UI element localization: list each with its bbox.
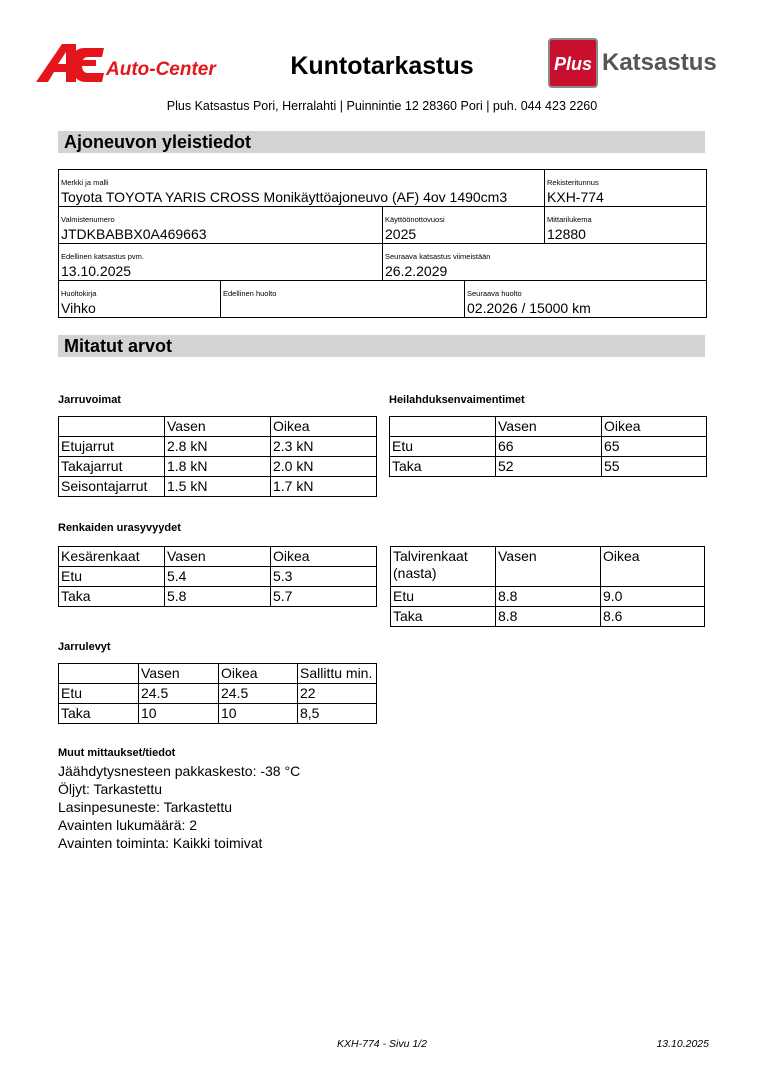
first-use-cell: Käyttöönottovuosi 2025 — [383, 207, 545, 244]
other-heading: Muut mittaukset/tiedot — [58, 747, 176, 759]
odometer-value: 12880 — [547, 226, 586, 242]
prev-service-cell: Edellinen huolto — [221, 281, 465, 318]
registration-value: KXH-774 — [547, 189, 604, 205]
brakes-table — [58, 416, 377, 497]
table-row: Etu 5.4 5.3 — [59, 567, 377, 587]
registration-cell: Rekisteritunnus KXH-774 — [545, 170, 707, 207]
section-measured-values: Mitatut arvot — [58, 335, 705, 357]
footer-date: 13.10.2025 — [656, 1038, 709, 1050]
table-row: Vasen Oikea Sallittu min. — [59, 664, 377, 684]
table-row: Etu 8.8 9.0 — [391, 587, 705, 607]
document-title: Kuntotarkastus — [290, 52, 474, 80]
service-book-cell: Huoltokirja Vihko — [59, 281, 221, 318]
table-row: Taka 10 10 8,5 — [59, 704, 377, 724]
table-row: Seisontajarrut 1.5 kN 1.7 kN — [59, 477, 377, 497]
table-row: Kesärenkaat Vasen Oikea — [59, 547, 377, 567]
contact-info: Plus Katsastus Pori, Herralahti | Puinnintie 12 28360 Pori | puh. 044 423 2260 — [166, 99, 598, 113]
make-model-value: Toyota TOYOTA YARIS CROSS Monikäyttöajoneuvo (AF) 4ov 1490cm3 — [61, 189, 508, 205]
vin-value: JTDKBABBX0A469663 — [61, 226, 207, 242]
brakes-heading: Jarruvoimat — [58, 394, 121, 406]
list-item: Lasinpesuneste: Tarkastettu — [58, 799, 233, 815]
table-row: Taka 5.8 5.7 — [59, 587, 377, 607]
list-item: Avainten lukumäärä: 2 — [58, 817, 198, 833]
vin-cell: Valmistenumero JTDKBABBX0A469663 — [59, 207, 383, 244]
make-model-cell: Merkki ja malli Toyota TOYOTA YARIS CROSS Monikäyttöajoneuvo (AF) 4ov 1490cm3 — [59, 170, 545, 207]
next-inspection-value: 26.2.2029 — [385, 263, 448, 279]
plus-katsastus-logo — [548, 38, 728, 88]
table-row: Vasen Oikea — [390, 417, 707, 437]
table-row: Etujarrut 2.8 kN 2.3 kN — [59, 437, 377, 457]
shocks-table — [389, 416, 707, 477]
list-item: Avainten toiminta: Kaikki toimivat — [58, 835, 263, 851]
first-use-value: 2025 — [385, 226, 417, 242]
prev-inspection-value: 13.10.2025 — [61, 263, 132, 279]
summer-tires-table — [58, 546, 377, 607]
odometer-cell: Mittarilukema 12880 — [545, 207, 707, 244]
list-item: Öljyt: Tarkastettu — [58, 781, 163, 797]
next-service-cell: Seuraava huolto 02.2026 / 15000 km — [465, 281, 707, 318]
next-service-value: 02.2026 / 15000 km — [467, 300, 591, 316]
table-row: Taka 8.8 8.6 — [391, 607, 705, 627]
brake-discs-table — [58, 663, 377, 724]
table-row: Taka 52 55 — [390, 457, 707, 477]
list-item: Jäähdytysnesteen pakkaskesto: -38 °C — [58, 763, 301, 779]
shocks-heading: Heilahduksenvaimentimet — [389, 394, 525, 406]
table-row: Vasen Oikea — [59, 417, 377, 437]
svg-text:Katsastus: Katsastus — [602, 49, 717, 76]
table-row: Takajarrut 1.8 kN 2.0 kN — [59, 457, 377, 477]
auto-center-logo-text: Auto-Center — [106, 59, 216, 80]
svg-text:Plus: Plus — [553, 54, 593, 74]
winter-tires-table — [390, 546, 705, 627]
tread-heading: Renkaiden urasyvyydet — [58, 522, 181, 534]
table-row: Etu 24.5 24.5 22 — [59, 684, 377, 704]
vehicle-info-table — [58, 169, 707, 318]
table-row: Talvirenkaat (nasta) Vasen Oikea — [391, 547, 705, 587]
footer-page-number: KXH-774 - Sivu 1/2 — [337, 1038, 427, 1050]
prev-inspection-cell: Edellinen katsastus pvm. 13.10.2025 — [59, 244, 383, 281]
discs-heading: Jarrulevyt — [58, 641, 111, 653]
service-book-value: Vihko — [61, 300, 96, 316]
section-general-info: Ajoneuvon yleistiedot — [58, 131, 705, 153]
next-inspection-cell: Seuraava katsastus viimeistään 26.2.2029 — [383, 244, 707, 281]
other-measurements-list — [58, 762, 300, 852]
table-row: Etu 66 65 — [390, 437, 707, 457]
